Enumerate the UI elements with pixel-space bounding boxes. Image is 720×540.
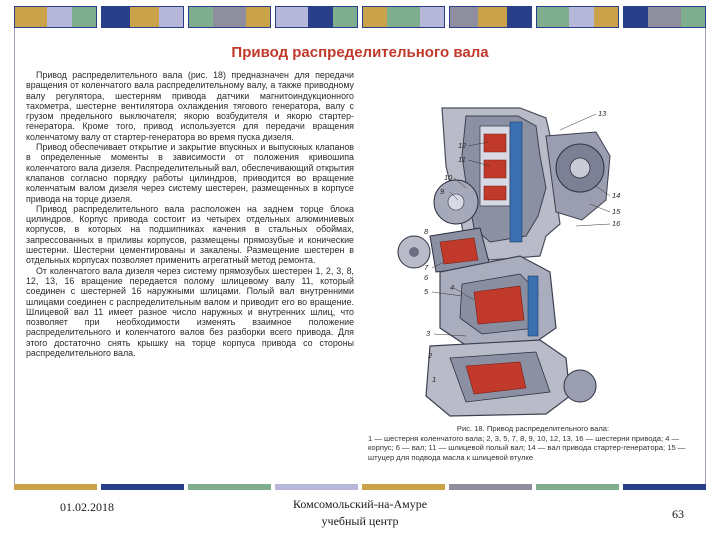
gear-section-red [474,286,524,324]
callout-number: 3 [426,329,431,338]
paragraph: От коленчатого вала дизеля через систему прямозубых шестерен 1, 2, 3, 8, 12, 13, 16 вращение передается полому шлицевому валу 11, который соединен с шестерней 16 наружными шлицами. Полый вал внутренними шлицами соединен с распределительным валом и приводит его во вращение. Шлицевой вал 11 имеет разное число наружных и внутренних шлиц, что позволяет при необходимости изменять взаимное положение распределительного и коленчатого валов без разборки всего привода. Для этого достаточно снять крышку на торце корпуса привода со стороны распределительного вала. [26,265,354,359]
top-decor-strip [14,6,706,28]
callout-number: 7 [424,263,429,272]
gear-section-red [466,362,526,394]
camshaft-drive-figure [370,96,638,420]
frame-left-border [14,28,15,484]
page-title: Привод распределительного вала [231,44,489,61]
callout-number: 8 [424,227,429,236]
decor-block [14,6,97,28]
decor-block [362,6,445,28]
decor-block [14,484,97,490]
bottom-decor-strip [14,484,706,490]
decor-block [101,484,184,490]
oil-channel-blue [528,276,538,336]
decor-block [362,484,445,490]
oil-channel-blue [510,122,522,242]
decor-block [623,6,706,28]
callout-number: 12 [458,141,467,150]
decor-block [449,6,532,28]
figure-caption [368,424,698,462]
gear-hub [409,247,419,257]
decor-block [449,484,532,490]
callout-number: 5 [424,287,429,296]
callout-number: 15 [612,207,621,216]
callout-number: 6 [424,273,429,282]
paragraph: Привод распределительного вала (рис. 18) предназначен для передачи вращения от коленчатого вала распределительному валу, а также приводному валу регулятора, шестерням привода датчики магнитоиндукционного тахометра, шестерне вентилятора охлаждения тягового генератора, валу с грузом предельного выключателя; якорю возбудителя и якорю стартер-генератора. Кроме того, привод используется для передачи вращения коленчатому валу от стартер-генератора во время пуска дизеля. [26,70,354,142]
gear-hub [448,194,464,210]
callout-number: 11 [458,155,466,164]
gear-hub [570,158,590,178]
callout-number: 13 [598,109,607,118]
callout-number: 4 [450,283,455,292]
footer-date: 01.02.2018 [60,500,114,514]
crankshaft-gear [564,370,596,402]
caption-title: Рис. 18. Привод распределительного вала: [456,424,610,433]
callout-number: 1 [432,375,437,384]
paragraph: Привод обеспечивает открытие и закрытие впускных и выпускных клапанов в определенные моменты в зависимости от положения кривошипа коленчатого вала дизеля. Распределительный вал, обеспечивающий открытия клапанов согласно порядку работы цилиндров, приводится во вращение коленчатым валом дизеля через систему шестерен, размещенных в корпусе привода на торце дизеля. [26,142,354,204]
decor-block [536,6,619,28]
caption-text: 1 — шестерня коленчатого вала; 2, 3, 5, 7, 8, 9, 10, 12, 13, 16 — шестерни привода; 4 — корпус; 6 — вал; 11 — шлицевой полый вал; 14 — вал привода стартер-генератора; 15 — штуцер для подвода масла к шлицевой втулке [368,433,686,462]
footer-place [270,496,450,530]
decor-block [623,484,706,490]
decor-block [536,484,619,490]
page-number: 63 [672,507,684,521]
frame-right-border [705,28,706,484]
callout-number: 14 [612,191,621,200]
callout-number: 9 [440,187,445,196]
decor-block [188,6,271,28]
paragraph: Привод распределительного вала расположен на заднем торце блока цилиндров. Корпус привода состоит из четырех отдельных алюминиевых корпусов, в которых на подшипниках качения в стальных обоймах, запрессованных в приливы корпусов, размещены прямозубые и конические шестерни. Шестерни цементированы и закалены. Размещение шестерен в отдельных корпусах позволяет применить агрегатный метод ремонта. [26,203,354,266]
footer-place-line1: Комсомольский-на-Амуре [292,497,428,511]
gear-section-red [440,238,478,264]
callout-number: 2 [428,351,433,360]
decor-block [188,484,271,490]
footer-place-line2: учебный центр [321,514,399,528]
gear-section-red [484,134,506,200]
decor-block [275,484,358,490]
decor-block [101,6,184,28]
decor-block [275,6,358,28]
callout-number: 10 [444,173,453,182]
body-text [26,70,354,358]
callout-number: 16 [612,219,621,228]
